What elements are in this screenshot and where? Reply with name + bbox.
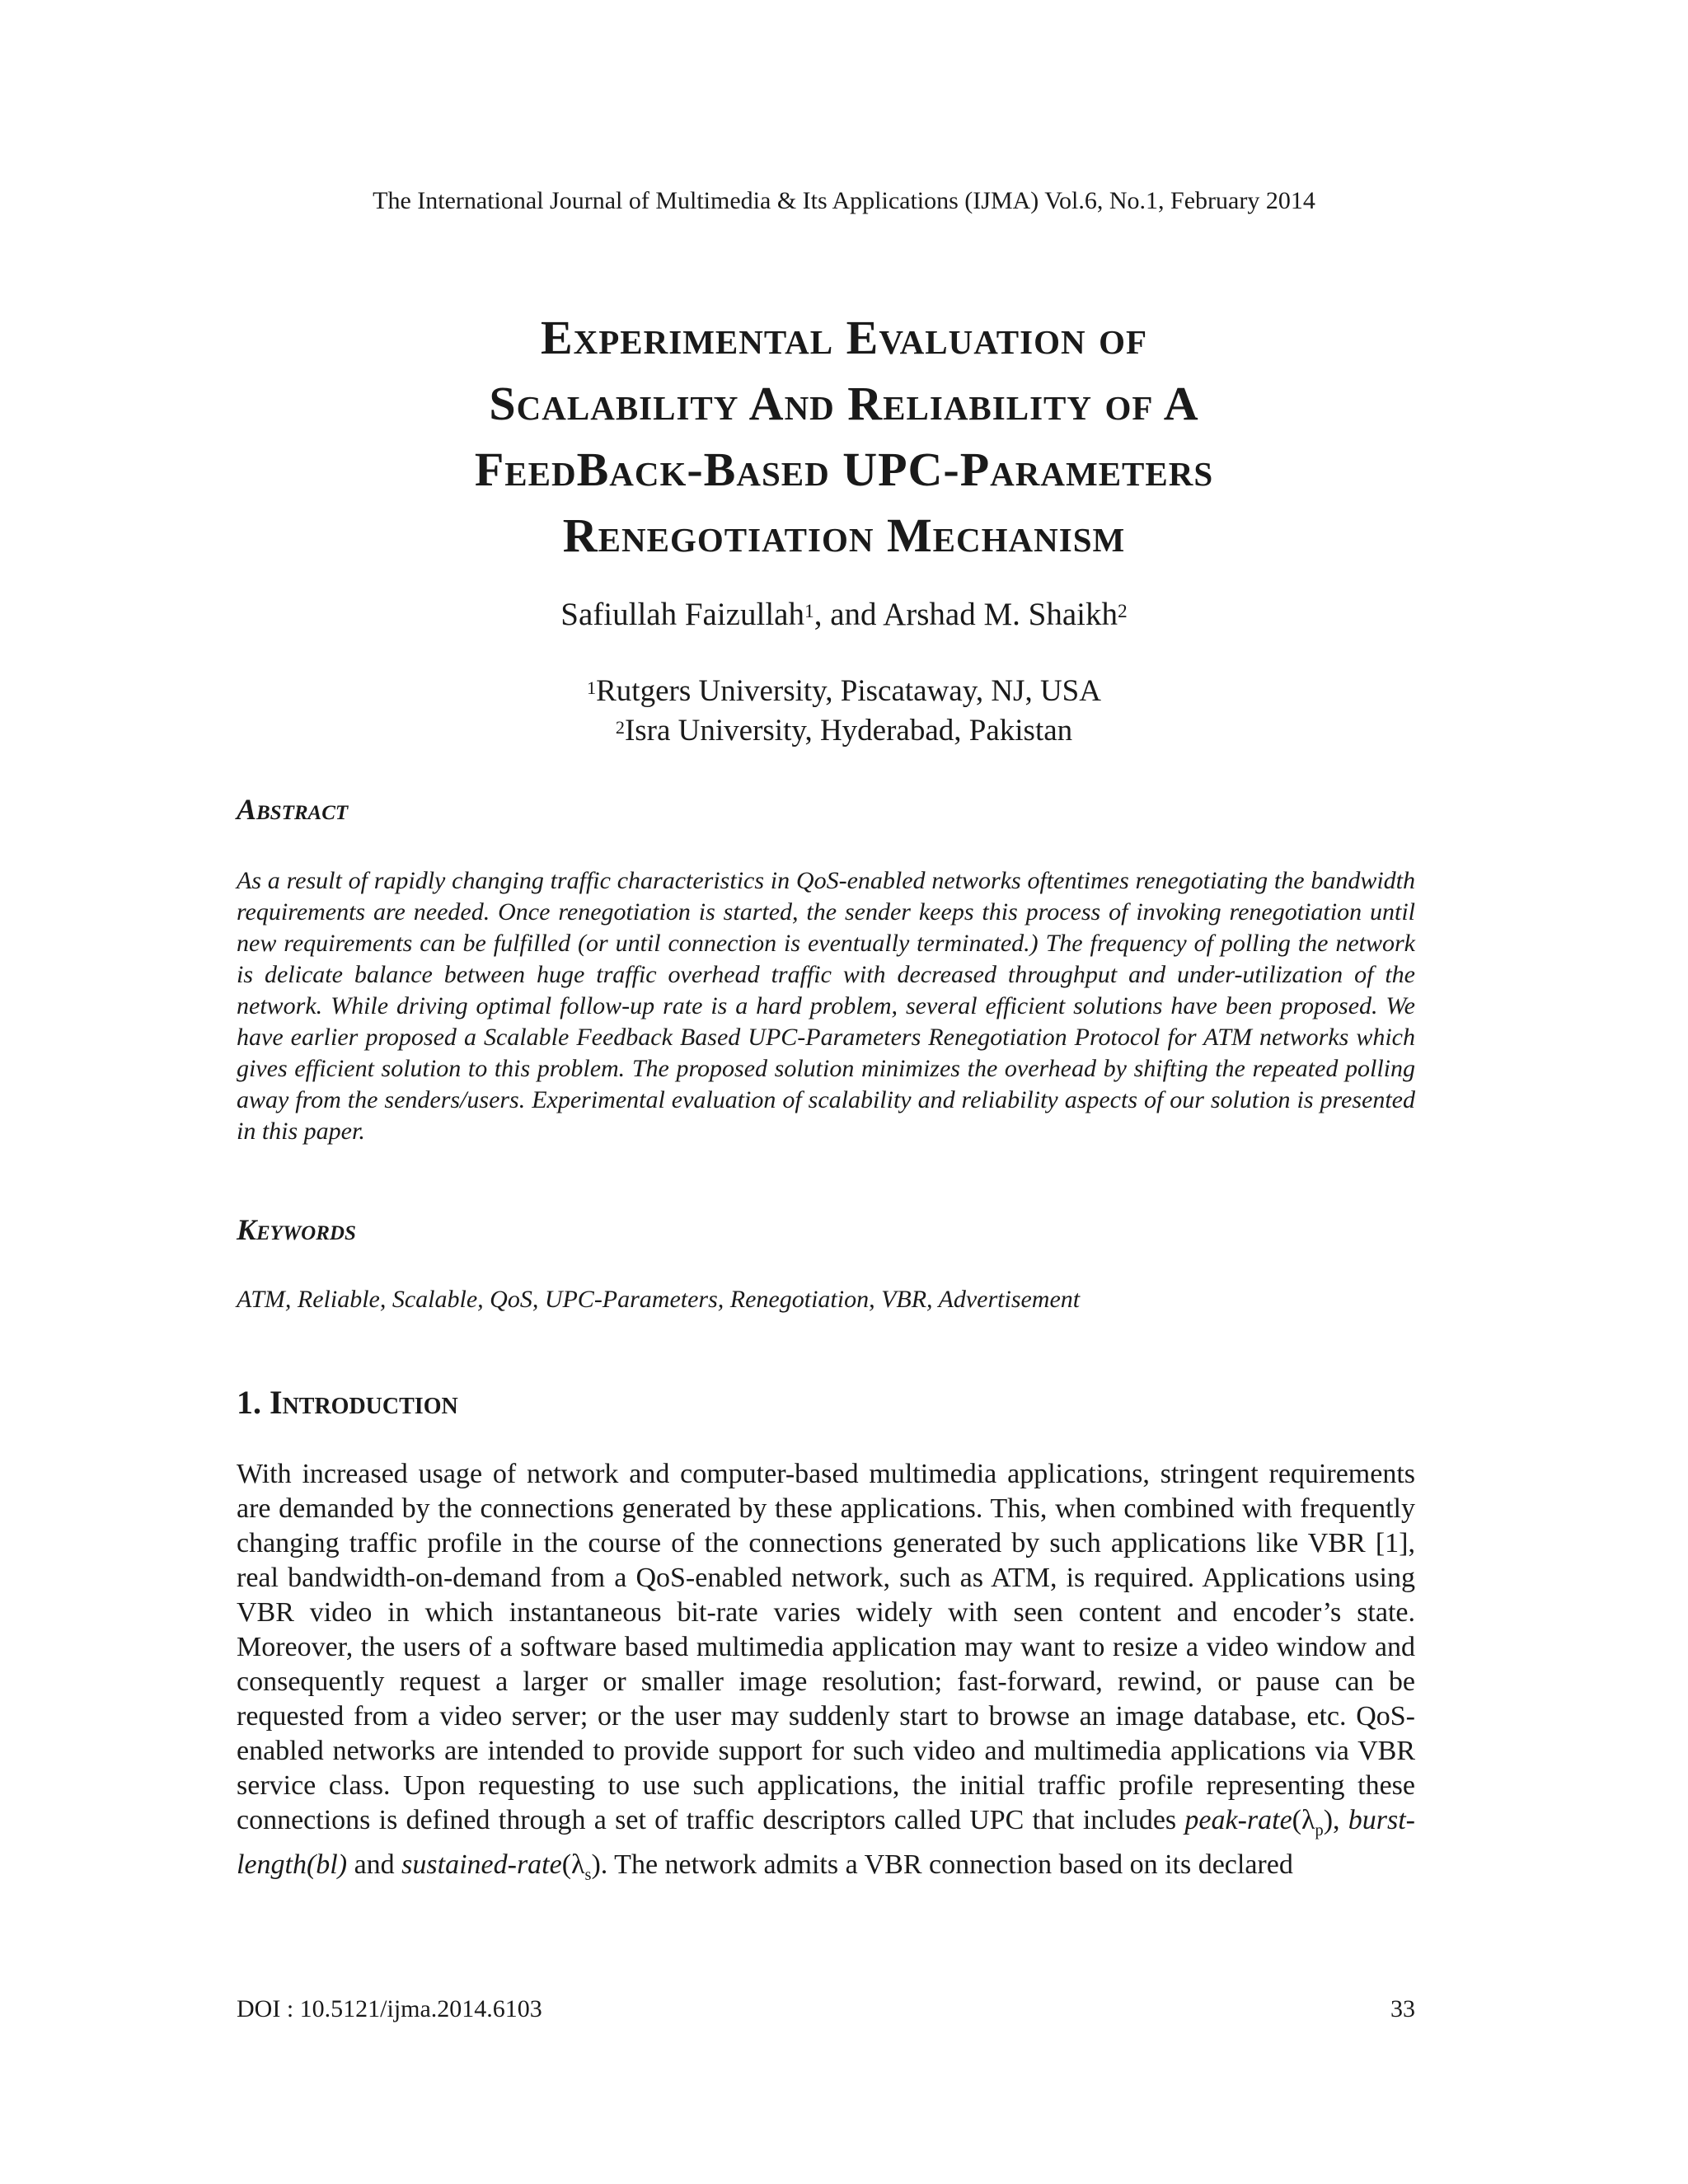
author-1: Safiullah Faizullah [560, 597, 804, 632]
title-line-4: Renegotiation Mechanism [562, 509, 1126, 562]
term-burst-length: burst-length [237, 1805, 1415, 1880]
keywords-heading: Keywords [237, 1213, 356, 1246]
abstract-text: As a result of rapidly changing traffic characteristics in QoS-enabled networks oftentimes renegotiating the bandwidth requirements are needed. Once renegotiation is started, the sender keeps this process of invoking renegotiation until new requirements can be fulfilled (or until connection is eventually terminated.) The frequency of polling the network is delicate balance between huge traffic overhead traffic with decreased throughput and under-utilization of the network. While driving optimal follow-up rate is a hard problem, several efficient solutions have been proposed. We have earlier proposed a Scalable Feedback Based UPC-Parameters Renegotiation Protocol for ATM networks which gives efficient solution to this problem. The proposed solution minimizes the overhead by shifting the repeated polling away from the senders/users. Experimental evaluation of scalability and reliability aspects of our solution is presented in this paper. [237, 867, 1415, 1145]
introduction-text [237, 1457, 1415, 1892]
intro-main: With increased usage of network and computer-based multimedia applications, stringent requirements are demanded by the connections generated by these applications. This, when combined with frequently changing traffic profile in the course of the connections generated by such applications like VBR [1], real bandwidth-on-demand from a QoS-enabled network, such as ATM, is required. Applications using VBR video in which instantaneous bit-rate varies widely with seen content and encoder’s state. Moreover, the users of a software based multimedia application may want to resize a video window and consequently request a larger or smaller image resolution; fast-forward, rewind, or pause can be requested from a video server; or the user may suddenly start to browse an image database, etc. QoS-enabled networks are intended to provide support for such video and multimedia applications via VBR service class. Upon requesting to use such applications, the initial traffic profile representing these connections is defined through a set of traffic descriptors called UPC that includes [237, 1459, 1415, 1835]
affiliation-2-text: Isra University, Hyderabad, Pakistan [624, 714, 1073, 748]
term-bl: (bl) [306, 1849, 348, 1880]
author-2: , and Arshad M. Shaikh [814, 597, 1118, 632]
intro-tail: ). The network admits a VBR connection based on its declared [591, 1849, 1293, 1880]
keywords-text: ATM, Reliable, Scalable, QoS, UPC-Parameters, Renegotiation, VBR, Advertisement [237, 1286, 1081, 1313]
lambda-s-open: (λ [561, 1849, 585, 1880]
author-list [0, 595, 1688, 635]
title-line-2: Scalability And Reliability of A [489, 377, 1199, 430]
affiliation-2-mark: 2 [615, 717, 625, 738]
intro-and: and [347, 1849, 402, 1880]
lambda-p-open: (λ [1292, 1805, 1315, 1835]
affiliation-1-text: Rutgers University, Piscataway, NJ, USA [596, 674, 1101, 708]
paper-title [0, 305, 1688, 569]
lambda-s-sub: s [584, 1865, 592, 1884]
lambda-p-sub: p [1315, 1821, 1324, 1840]
abstract-heading: Abstract [237, 793, 349, 826]
author-1-affil-mark: 1 [804, 601, 814, 622]
title-line-3: FeedBack-Based UPC-Parameters [474, 443, 1214, 496]
running-header: The International Journal of Multimedia & Its Applications (IJMA) Vol.6, No.1, February 2014 [373, 187, 1315, 214]
affiliation-1 [0, 673, 1688, 710]
author-2-affil-mark: 2 [1118, 601, 1128, 622]
doi: DOI : 10.5121/ijma.2014.6103 [237, 1995, 542, 2022]
affiliation-2 [0, 712, 1688, 750]
lambda-p-close: ), [1323, 1805, 1348, 1835]
affiliation-1-mark: 1 [587, 677, 597, 698]
title-line-1: Experimental Evaluation of [540, 311, 1148, 364]
term-peak-rate: peak-rate [1184, 1805, 1292, 1835]
introduction-heading: 1. Introduction [237, 1384, 458, 1421]
page-number: 33 [1390, 1995, 1415, 2022]
term-sustained-rate: sustained-rate [401, 1849, 562, 1880]
